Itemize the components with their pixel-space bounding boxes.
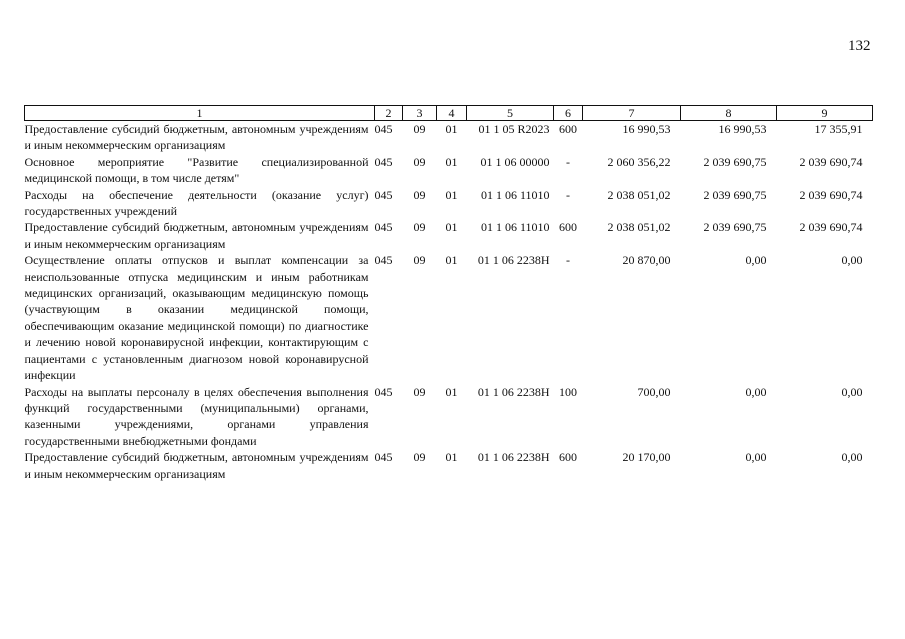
row-y3: 2 039 690,74 <box>799 220 863 235</box>
row-y3: 17 355,91 <box>814 122 863 136</box>
header-cell: 1 <box>25 106 375 121</box>
header-row <box>25 106 873 121</box>
row-y1: 700,00 <box>637 384 671 399</box>
row-csr: 01 1 06 11010 <box>480 187 550 202</box>
row-name: Расходы на обеспечение деятельности (оказание услуг) государственных учреждений <box>24 187 369 219</box>
row-grbs: 045 <box>374 220 393 235</box>
row-grbs: 045 <box>374 384 393 399</box>
row-rz: 09 <box>413 154 426 169</box>
row-csr: 01 1 06 2238Н <box>477 450 550 465</box>
row-csr: 01 1 06 00000 <box>480 154 550 169</box>
row-rz: 09 <box>413 187 426 202</box>
row-vr: - <box>566 154 570 169</box>
row-csr: 01 1 06 11010 <box>480 220 550 235</box>
row-name: Осуществление оплаты отпусков и выплат компенсации за неиспользованные отпуска медицинским и иным работникам медицинских организаций, оказывающим медицинскую помощь (участвующим в оказании медицинской помощи, обеспечивающим оказание медицинской помощи) по диагностике и лечению новой коронавирусной инфекции, контактирующим с пациентами с установленным диагнозом новой коронавирусной инфекции <box>24 253 369 383</box>
header-cell: 2 <box>375 106 403 121</box>
header-cell: 6 <box>554 106 583 121</box>
row-csr: 01 1 05 R2023 <box>478 122 550 136</box>
budget-table <box>24 105 873 482</box>
row-pr: 01 <box>445 450 458 465</box>
table-row <box>25 384 873 450</box>
row-y1: 2 060 356,22 <box>607 154 671 169</box>
row-rz: 09 <box>413 450 426 465</box>
row-y3: 0,00 <box>841 253 863 268</box>
row-name: Расходы на выплаты персоналу в целях обеспечения выполнения функций государственными (муниципальными) органами, казенными учреждениями, органами управления государственными внебюджетными фондами <box>24 384 369 448</box>
row-csr: 01 1 06 2238Н <box>477 253 550 268</box>
row-pr: 01 <box>445 220 458 235</box>
row-y2: 2 039 690,75 <box>703 187 767 202</box>
row-y2: 0,00 <box>745 384 767 399</box>
row-grbs: 045 <box>374 253 393 268</box>
row-name: Предоставление субсидий бюджетным, автономным учреждениям и иным некоммерческим организациям <box>24 122 369 153</box>
row-grbs: 045 <box>374 187 393 202</box>
row-grbs: 045 <box>374 122 393 136</box>
table-row <box>25 219 873 252</box>
header-cell: 3 <box>403 106 437 121</box>
row-csr: 01 1 06 2238Н <box>477 384 550 399</box>
row-grbs: 045 <box>374 450 393 465</box>
row-pr: 01 <box>445 187 458 202</box>
page-number: 132 <box>848 38 871 54</box>
row-pr: 01 <box>445 253 458 268</box>
row-name: Предоставление субсидий бюджетным, автономным учреждениям и иным некоммерческим организациям <box>24 220 369 251</box>
header-cell: 5 <box>467 106 554 121</box>
row-vr: 600 <box>559 122 577 136</box>
row-rz: 09 <box>413 122 426 136</box>
row-y1: 16 990,53 <box>622 122 671 136</box>
header-cell: 7 <box>583 106 681 121</box>
row-y2: 0,00 <box>745 253 767 268</box>
table-row <box>25 154 873 187</box>
row-grbs: 045 <box>374 154 393 169</box>
row-pr: 01 <box>445 384 458 399</box>
row-y1: 20 170,00 <box>622 450 671 465</box>
table-row <box>25 121 873 154</box>
row-name: Основное мероприятие "Развитие специализированной медицинской помощи, в том числе детям" <box>24 154 369 186</box>
row-pr: 01 <box>445 122 458 136</box>
row-pr: 01 <box>445 154 458 169</box>
row-vr: 100 <box>559 384 577 399</box>
row-y1: 20 870,00 <box>622 253 671 268</box>
row-vr: - <box>566 253 570 268</box>
row-y2: 16 990,53 <box>718 122 767 136</box>
row-y3: 2 039 690,74 <box>799 187 863 202</box>
table-row <box>25 449 873 482</box>
row-y3: 0,00 <box>841 384 863 399</box>
row-y1: 2 038 051,02 <box>607 220 671 235</box>
row-y1: 2 038 051,02 <box>607 187 671 202</box>
row-rz: 09 <box>413 253 426 268</box>
header-cell: 9 <box>777 106 873 121</box>
row-y3: 2 039 690,74 <box>799 154 863 169</box>
row-rz: 09 <box>413 220 426 235</box>
table-row <box>25 252 873 383</box>
row-rz: 09 <box>413 384 426 399</box>
row-y2: 2 039 690,75 <box>703 154 767 169</box>
row-vr: - <box>566 187 570 202</box>
header-cell: 8 <box>681 106 777 121</box>
table-row <box>25 187 873 220</box>
row-y3: 0,00 <box>841 450 863 465</box>
row-y2: 0,00 <box>745 450 767 465</box>
header-cell: 4 <box>437 106 467 121</box>
row-y2: 2 039 690,75 <box>703 220 767 235</box>
row-vr: 600 <box>559 450 577 465</box>
row-vr: 600 <box>559 220 577 235</box>
row-name: Предоставление субсидий бюджетным, автономным учреждениям и иным некоммерческим организациям <box>24 450 369 481</box>
